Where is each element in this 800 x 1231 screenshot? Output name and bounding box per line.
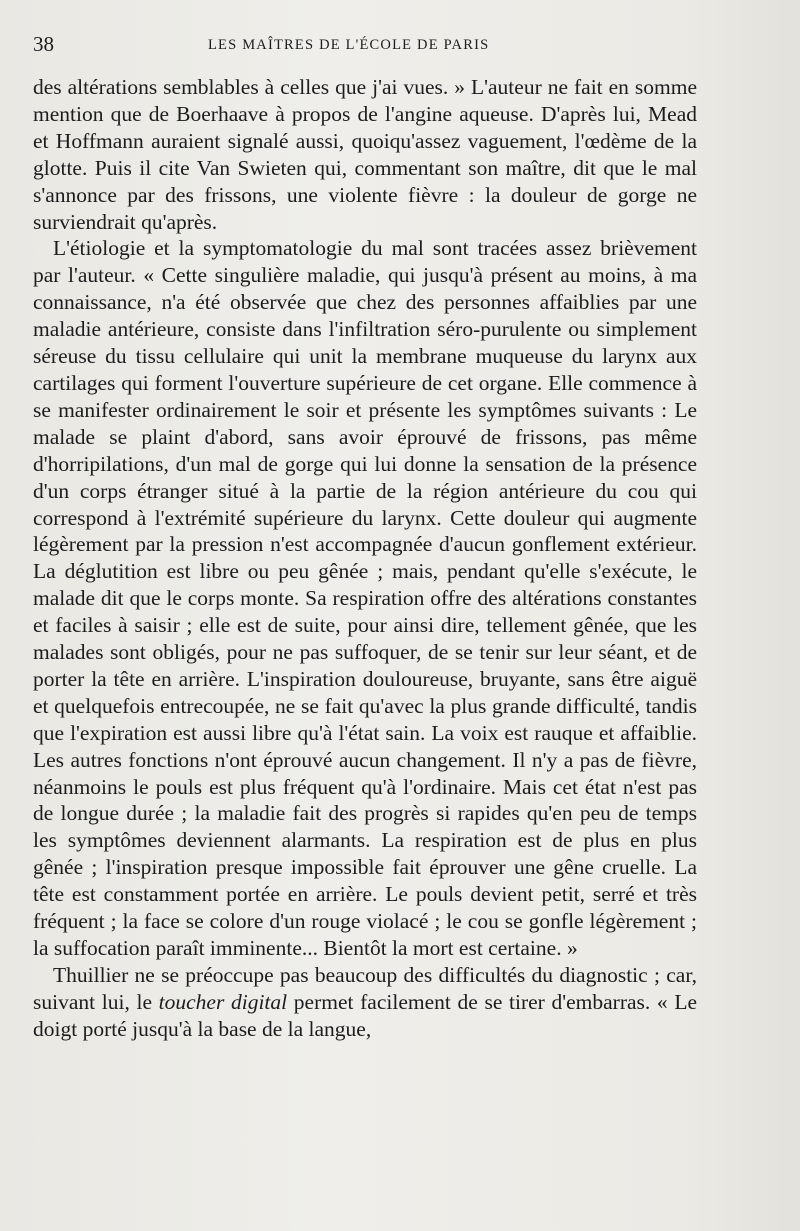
running-title: LES MAÎTRES DE L'ÉCOLE DE PARIS <box>208 37 490 53</box>
paragraph-diagnosis-text-before: Thuillier ne se préoccupe pas beaucoup des difficultés du diagnostic ; car, suivant lui, le <box>33 962 697 1014</box>
paragraph-etiology: L'étiologie et la symptomatologie du mal sont tracées assez brièvement par l'auteur. « Cette singulière maladie, qui jusqu'à présent au moins, à ma connaissance, n'a été observée que chez des personnes affaiblies par une maladie antérieure, consiste dans l'infiltration séro-purulente ou simplement séreuse du tissu cellulaire qui unit la membrane muqueuse du larynx aux cartilages qui forment l'ouverture supérieure de cet organe. Elle commence à se manifester ordinairement le soir et présente les symptômes suivants : Le malade se plaint d'abord, sans avoir éprouvé de frissons, pas même d'horripilations, d'un mal de gorge qui lui donne la sensation de la présence d'un corps étranger situé à la partie de la région antérieure du cou qui correspond à l'extrémité supérieure du larynx. Cette douleur qui augmente légèrement par la pression n'est accompagnée d'aucun gonflement extérieur. La déglutition est libre ou peu gênée ; mais, pendant qu'elle s'exécute, le malade dit que le corps monte. Sa respiration offre des altérations constantes et faciles à saisir ; elle est de suite, pour ainsi dire, tellement gênée, que les malades sont obligés, pour ne pas suffoquer, de se tenir sur leur séant, et de porter la tête en arrière. L'inspiration douloureuse, bruyante, sans être aiguë et quelquefois entrecoupée, ne se fait qu'avec la plus grande difficulté, tandis que l'expiration est aussi libre qu'à l'état sain. La voix est rauque et affaiblie. Les autres fonctions n'ont éprouvé aucun changement. Il n'y a pas de fièvre, néanmoins le pouls est plus fréquent qu'à l'ordinaire. Mais cet état n'est pas de longue durée ; la maladie fait des progrès si rapides qu'en peu de temps les symptômes deviennent alarmants. La respiration est de plus en plus gênée ; l'inspiration presque impossible fait éprouver une gêne cruelle. La tête est constamment portée en arrière. Le pouls devient petit, serré et très fréquent ; la face se colore d'un rouge violacé ; le cou se gonfle légèrement ; la suffocation paraît imminente... Bientôt la mort est certaine. » <box>33 236 697 960</box>
paragraph-diagnosis-text-after: permet facilement de se tirer d'embarras. « Le doigt porté jusqu'à la base de la langue, <box>33 989 697 1041</box>
paragraph-continuation: des altérations semblables à celles que j'ai vues. » L'auteur ne fait en somme mention que de Boerhaave à propos de l'angine aqueuse. D'après lui, Mead et Hoffmann auraient signalé aussi, quoiqu'assez vaguement, l'œdème de la glotte. Puis il cite Van Swieten qui, commentant son maître, dit que le mal s'annonce par des frissons, une violente fièvre : la douleur de gorge ne surviendrait qu'après. <box>33 75 697 234</box>
paragraph-diagnosis <box>33 962 697 1043</box>
body-text <box>33 74 697 1043</box>
running-head <box>33 32 697 56</box>
page-number: 38 <box>33 32 54 56</box>
emphasis-toucher-digital: toucher digital <box>158 989 288 1014</box>
